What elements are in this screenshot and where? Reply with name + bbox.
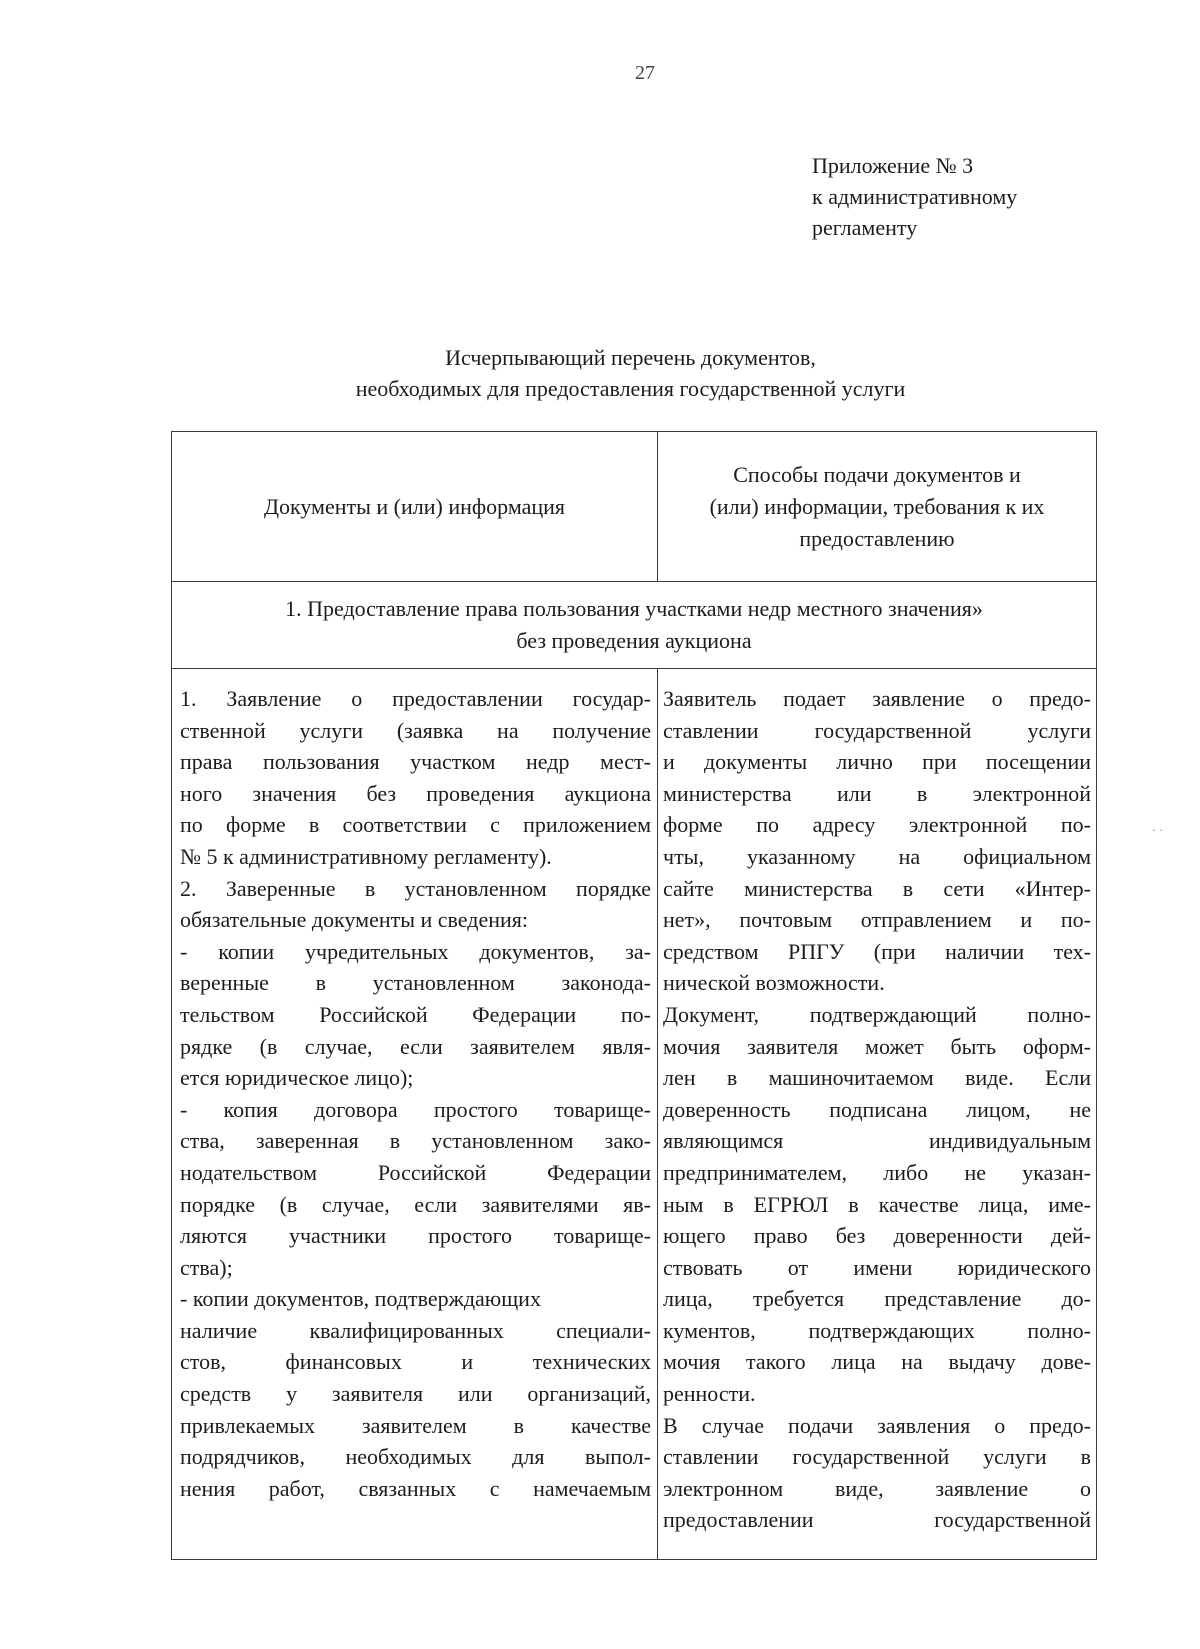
scan-speck: · · (1152, 823, 1163, 837)
header-methods-line: Способы подачи документов и (733, 461, 1021, 487)
methods-text-line: нической возможности. (663, 970, 885, 996)
documents-text-line: наличие квалифицированных специали- (180, 1317, 651, 1343)
header-documents (172, 432, 658, 582)
documents-text-line: нения работ, связанных с намечаемым (180, 1475, 651, 1501)
methods-text-line: мочия заявителя может быть оформ- (663, 1033, 1091, 1059)
documents-text-line: № 5 к административному регламенту). (180, 843, 552, 869)
title-line: Исчерпывающий перечень документов, (445, 345, 816, 370)
methods-text-line: ставлении государственной услуги в (663, 1444, 1091, 1470)
table-row (172, 669, 1097, 1560)
page-number: 27 (635, 62, 655, 84)
methods-text-line: кументов, подтверждающих полно- (663, 1317, 1091, 1343)
documents-text-line: ется юридическое лицо); (180, 1065, 414, 1091)
documents-text-line: нодательством Российской Федерации (180, 1159, 651, 1185)
methods-text-line: Документ, подтверждающий полно- (663, 1001, 1091, 1027)
methods-text-line: и документы лично при посещении (663, 749, 1091, 775)
methods-text-line: лица, требуется представление до- (663, 1286, 1091, 1312)
documents-text-line: ляются участники простого товарище- (180, 1223, 651, 1249)
methods-text-line: сайте министерства в сети «Интер- (663, 875, 1091, 901)
documents-text-line: 2. Заверенные в установленном порядке (180, 875, 651, 901)
section-line: без проведения аукциона (516, 628, 752, 653)
documents-text-line: средств у заявителя или организаций, (180, 1381, 651, 1407)
documents-text-line: ственной услуги (заявка на получение (180, 717, 651, 743)
documents-text-line: подрядчиков, необходимых для выпол- (180, 1444, 651, 1470)
documents-text-line: 1. Заявление о предоставлении государ- (180, 686, 651, 711)
appendix-line: Приложение № 3 (812, 153, 974, 178)
documents-text-line: - копия договора простого товарище- (180, 1096, 651, 1122)
methods-text-line: мочия такого лица на выдачу дове- (663, 1349, 1091, 1375)
section-line: 1. Предоставление права пользования участками недр местного значения» (285, 596, 983, 621)
methods-text-line: доверенность подписана лицом, не (663, 1096, 1091, 1122)
documents-text-line: - копии документов, подтверждающих (180, 1286, 541, 1312)
methods-text-line: форме по адресу электронной по- (663, 812, 1091, 838)
documents-text-line: порядке (в случае, если заявителями яв- (180, 1191, 651, 1217)
methods-text-line: ствовать от имени юридического (663, 1254, 1091, 1280)
appendix-line: регламенту (812, 215, 918, 240)
methods-text-line: ным в ЕГРЮЛ в качестве лица, име- (663, 1191, 1091, 1217)
methods-text-line: ющего право без доверенности дей- (663, 1223, 1091, 1249)
methods-text-line: Заявитель подает заявление о предо- (663, 686, 1091, 711)
documents-text-line: ного значения без проведения аукциона (180, 780, 651, 806)
section-row (172, 582, 1097, 669)
table-header-row (172, 432, 1097, 582)
methods-text-line: лен в машиночитаемом виде. Если (663, 1065, 1091, 1091)
header-methods-line: (или) информации, требования к их (709, 493, 1045, 519)
methods-text-line: ставлении государственной услуги (663, 717, 1091, 743)
methods-text-line: чты, указанному на официальном (663, 843, 1091, 869)
appendix-line: к административному (812, 184, 1018, 209)
appendix-block (812, 150, 1017, 243)
documents-text-line: по форме в соответствии с приложением (180, 812, 651, 838)
documents-table (171, 431, 1097, 1560)
documents-text-line: ства); (180, 1254, 233, 1280)
methods-text-line: предоставлении государственной (663, 1507, 1091, 1533)
methods-text (663, 683, 1091, 1536)
methods-text-line: министерства или в электронной (663, 780, 1091, 806)
document-title (171, 342, 1090, 404)
documents-text-line: ства, заверенная в установленном зако- (180, 1128, 651, 1154)
methods-text-line: электронном виде, заявление о (663, 1475, 1091, 1501)
documents-text-line: - копии учредительных документов, за- (180, 938, 651, 964)
methods-text-line: нет», почтовым отправлением и по- (663, 907, 1091, 933)
header-documents-label: Документы и (или) информация (263, 493, 566, 519)
documents-text-line: рядке (в случае, если заявителем явля- (180, 1033, 651, 1059)
methods-text-line: В случае подачи заявления о предо- (663, 1412, 1091, 1438)
header-methods (658, 432, 1097, 582)
documents-text-line: обязательные документы и сведения: (180, 907, 529, 933)
documents-text-line: тельством Российской Федерации по- (180, 1001, 651, 1027)
methods-text-line: ренности. (663, 1381, 756, 1407)
methods-text-line: являющимся индивидуальным (663, 1128, 1091, 1154)
methods-text-line: предпринимателем, либо не указан- (663, 1159, 1091, 1185)
methods-cell (658, 669, 1097, 1560)
documents-text (180, 683, 651, 1504)
documents-text-line: веренные в установленном законода- (180, 970, 651, 996)
section-heading (172, 582, 1097, 669)
title-line: необходимых для предоставления государственной услуги (355, 376, 906, 401)
documents-text-line: стов, финансовых и технических (180, 1349, 651, 1375)
header-methods-line: предоставлению (799, 525, 955, 551)
documents-text-line: права пользования участком недр мест- (180, 749, 651, 775)
documents-text-line: привлекаемых заявителем в качестве (180, 1412, 651, 1438)
documents-cell (172, 669, 658, 1560)
methods-text-line: средством РПГУ (при наличии тех- (663, 938, 1091, 964)
